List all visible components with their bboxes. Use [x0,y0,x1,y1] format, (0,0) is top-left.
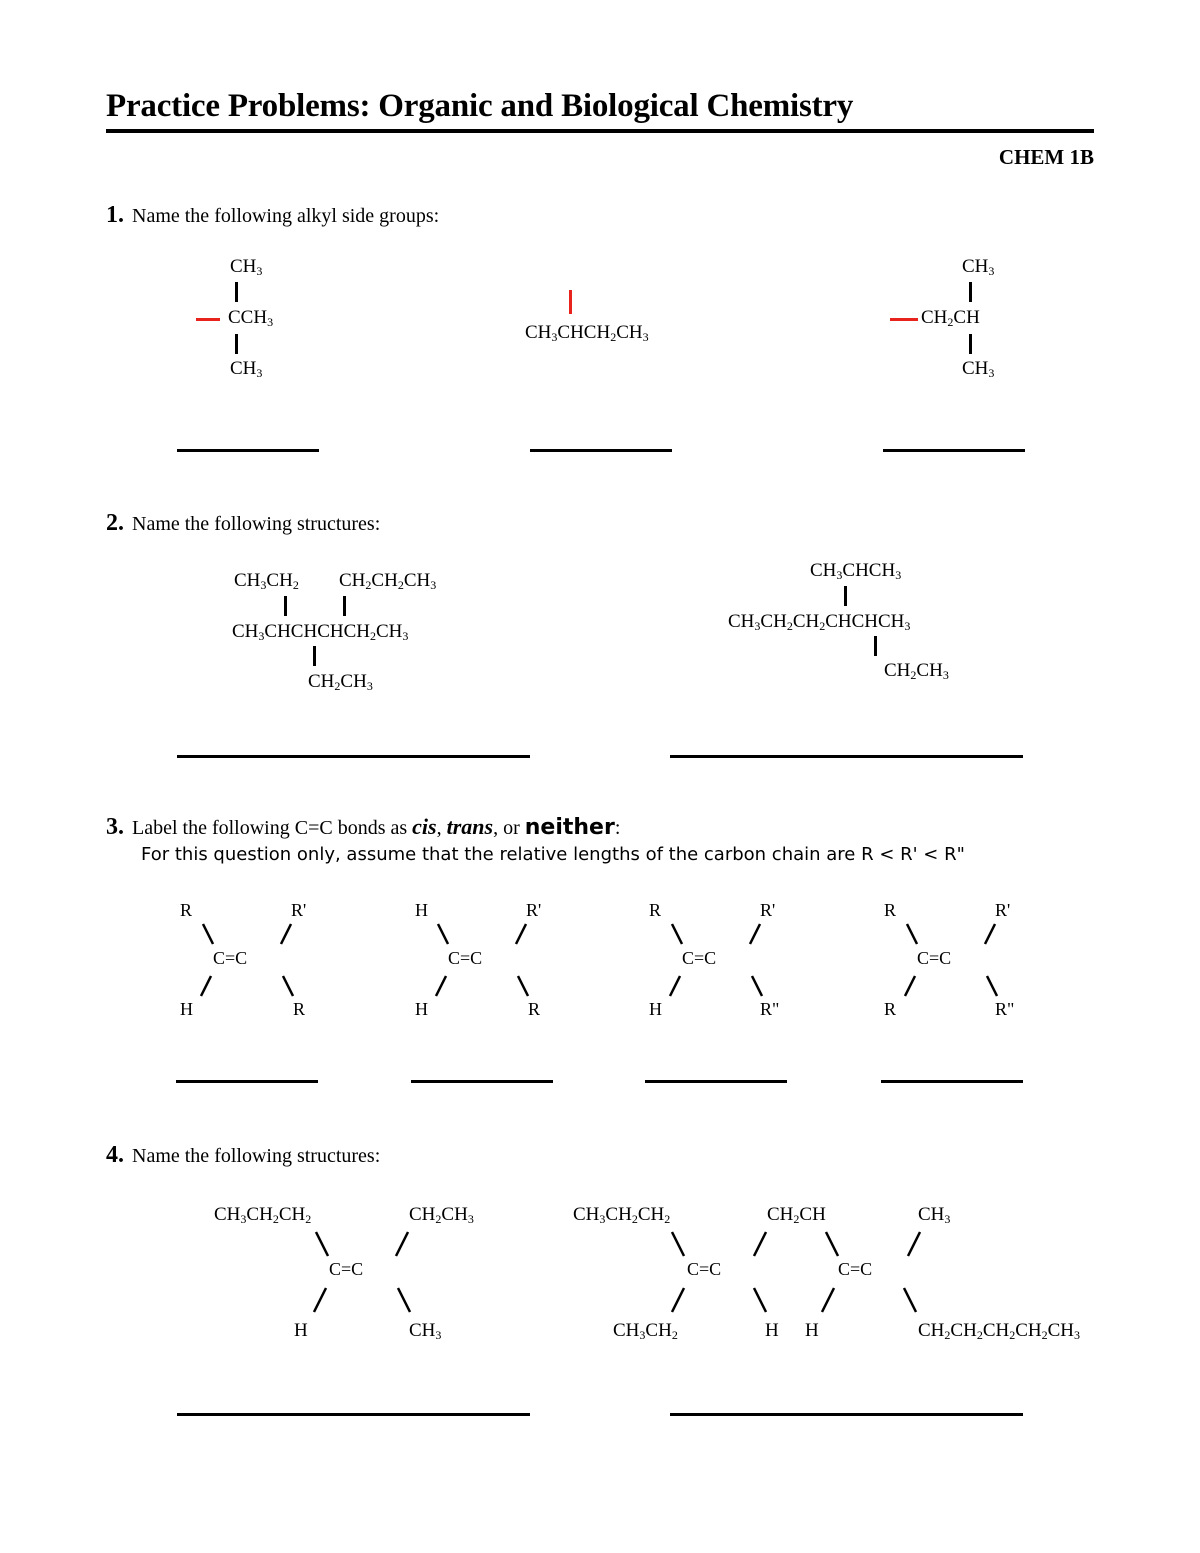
alkene-core: C=C [213,948,248,968]
q2-s1-main: $CH_3CHCHCHCH_2CH_3$ [232,621,409,643]
substituent-bottom-left: R [884,999,897,1019]
question-prompt: Name the following structures: [132,513,381,535]
q4-s2-top-right: $CH_3$ [918,1204,951,1226]
or-word: or [503,817,520,839]
substituent-bottom-right: R" [995,999,1015,1019]
q1-s3-top: $CH_3$ [962,256,995,278]
substituent-bottom-right: R" [760,999,780,1019]
substituent-top-left: H [415,900,428,920]
substituent-top-left: R [649,900,662,920]
q4-s2-bottom-middle-1: H [765,1320,779,1341]
course-code: CHEM 1B [998,145,1094,169]
q4-s2-top-middle: $CH_2CH$ [767,1204,826,1226]
q2-s1-top-left: $CH_3CH_2$ [234,570,299,592]
q4-s2-top-left: $CH_3CH_2CH_2$ [573,1204,671,1226]
substituent-bottom-left: H [649,999,662,1019]
q4-s2-bottom-right: $CH_2CH_2CH_2CH_2CH_3$ [918,1320,1081,1342]
substituent-bottom-left: H [180,999,193,1019]
q4-s2-bottom-left: $CH_3CH_2$ [613,1320,678,1342]
neither-term: neither [524,815,615,840]
alkene-core: C=C [329,1259,364,1279]
q4-s1-bottom-left: H [294,1320,308,1341]
q4-s1-top-right: $CH_2CH_3$ [409,1204,474,1226]
q2-s1-bottom: $CH_2CH_3$ [308,671,373,693]
q4-s1-bottom-right: $CH_3$ [409,1320,442,1342]
question-3: 3. Label the following C=C bonds as cis, trans, or neither: [106,814,621,840]
question-prompt: Name the following structures: [132,1145,381,1167]
alkene-core-1: C=C [687,1259,722,1279]
cis-term: cis [412,814,437,839]
q1-s3-bottom: $CH_3$ [962,358,995,380]
trans-term: trans [446,814,494,839]
question-prompt: Label the following C=C bonds as [132,817,408,839]
q1-s1-bottom: $CH_3$ [230,358,263,380]
q1-s3-mid: $CH_2CH$ [921,307,980,329]
q4-s1-top-left: $CH_3CH_2CH_2$ [214,1204,312,1226]
substituent-bottom-right: R [528,999,541,1019]
q1-s1-mid: $CCH_3$ [228,307,274,329]
alkene-core: C=C [448,948,483,968]
substituent-top-right: R' [526,900,542,920]
substituent-top-left: R [884,900,897,920]
q2-s2-main: $CH_3CH_2CH_2CHCHCH_3$ [728,611,911,633]
q2-s2-top: $CH_3CHCH_3$ [810,560,902,582]
question-number: 3. [106,814,124,840]
q2-s2-bottom: $CH_2CH_3$ [884,660,949,682]
alkene-core: C=C [917,948,952,968]
q2-s1-top-right: $CH_2CH_2CH_3$ [339,570,437,592]
substituent-top-right: R' [291,900,307,920]
substituent-top-left: R [180,900,193,920]
answer-blank[interactable] [670,1413,1023,1416]
substituent-top-right: R' [760,900,776,920]
question-number: 1. [106,202,124,228]
alkene-core: C=C [682,948,717,968]
alkene-core-2: C=C [838,1259,873,1279]
question-3-note: For this question only, assume that the relative lengths of the carbon chain are R < R' < R" [141,844,965,865]
question-number: 2. [106,510,124,536]
q1-s2-main: $CH_3CHCH_2CH_3$ [525,322,649,344]
q1-s1-top: $CH_3$ [230,256,263,278]
page-title: Practice Problems: Organic and Biological Chemistry [106,88,854,124]
answer-blank[interactable] [177,1413,530,1416]
substituent-bottom-right: R [293,999,306,1019]
substituent-top-right: R' [995,900,1011,920]
q4-s2-bottom-middle-2: H [805,1320,819,1341]
question-prompt: Name the following alkyl side groups: [132,205,440,227]
question-number: 4. [106,1142,124,1168]
substituent-bottom-left: H [415,999,428,1019]
